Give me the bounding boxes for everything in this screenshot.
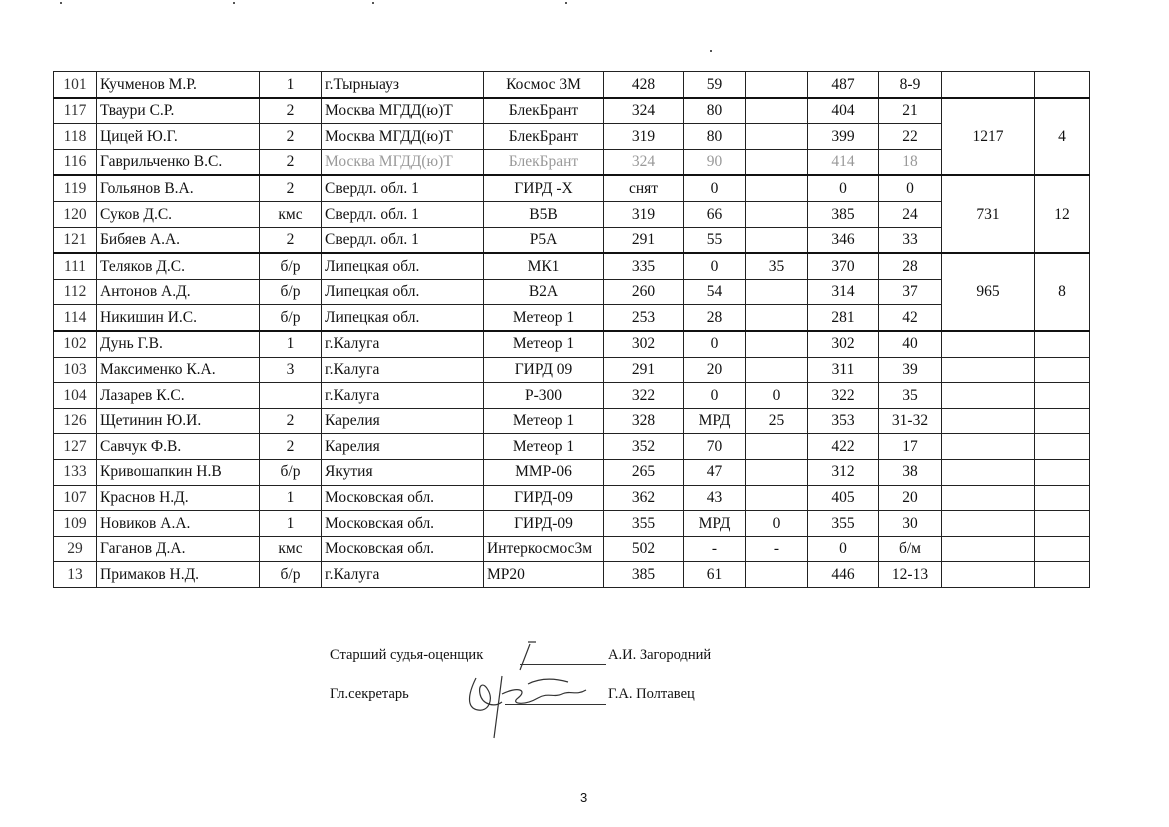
score-3 — [746, 305, 808, 331]
score-3 — [746, 331, 808, 357]
team-cell-empty — [1035, 562, 1090, 588]
table-row — [54, 149, 1090, 175]
participant-number: 120 — [54, 201, 97, 227]
participant-number: 29 — [54, 536, 97, 562]
team-total: 731 — [942, 175, 1035, 253]
table-row — [54, 357, 1090, 383]
model-name: Метеор 1 — [484, 434, 604, 460]
sport-rank: 2 — [260, 227, 322, 253]
score-1: 328 — [604, 408, 684, 434]
participant-number: 101 — [54, 72, 97, 98]
score-2: 54 — [684, 279, 746, 305]
participant-name: Суков Д.С. — [97, 201, 260, 227]
score-2: 66 — [684, 201, 746, 227]
team-cell-empty — [1035, 331, 1090, 357]
region: г.Калуга — [322, 383, 484, 409]
score-3 — [746, 98, 808, 124]
participant-number: 13 — [54, 562, 97, 588]
score-1: 260 — [604, 279, 684, 305]
sport-rank: 1 — [260, 331, 322, 357]
participant-number: 114 — [54, 305, 97, 331]
participant-number: 126 — [54, 408, 97, 434]
place: 17 — [879, 434, 942, 460]
sport-rank: 2 — [260, 434, 322, 460]
total-score: 399 — [808, 124, 879, 150]
participant-number: 116 — [54, 149, 97, 175]
region: Московская обл. — [322, 485, 484, 511]
model-name: БлекБрант — [484, 98, 604, 124]
sport-rank: б/р — [260, 253, 322, 279]
score-3 — [746, 279, 808, 305]
sport-rank: 1 — [260, 72, 322, 98]
team-cell-empty — [1035, 408, 1090, 434]
participant-name: Теляков Д.С. — [97, 253, 260, 279]
team-cell-empty — [942, 408, 1035, 434]
participant-name: Савчук Ф.В. — [97, 434, 260, 460]
place: 18 — [879, 149, 942, 175]
total-score: 422 — [808, 434, 879, 460]
participant-name: Тваури С.Р. — [97, 98, 260, 124]
participant-name: Кривошапкин Н.В — [97, 459, 260, 485]
score-1: 319 — [604, 201, 684, 227]
region: г.Калуга — [322, 357, 484, 383]
model-name: БлекБрант — [484, 149, 604, 175]
score-3 — [746, 201, 808, 227]
region: Московская обл. — [322, 511, 484, 537]
participant-number: 121 — [54, 227, 97, 253]
participant-number: 109 — [54, 511, 97, 537]
region: Липецкая обл. — [322, 305, 484, 331]
model-name: МК1 — [484, 253, 604, 279]
total-score: 446 — [808, 562, 879, 588]
model-name: В5В — [484, 201, 604, 227]
participant-name: Бибяев А.А. — [97, 227, 260, 253]
score-3 — [746, 227, 808, 253]
total-score: 302 — [808, 331, 879, 357]
score-2: 55 — [684, 227, 746, 253]
score-1: 319 — [604, 124, 684, 150]
sport-rank: б/р — [260, 279, 322, 305]
sport-rank: б/р — [260, 562, 322, 588]
table-row — [54, 201, 1090, 227]
table-row — [54, 331, 1090, 357]
score-3: - — [746, 536, 808, 562]
total-score: 0 — [808, 175, 879, 201]
sport-rank: 2 — [260, 124, 322, 150]
total-score: 0 — [808, 536, 879, 562]
team-cell-empty — [942, 357, 1035, 383]
team-cell-empty — [942, 562, 1035, 588]
score-2: 28 — [684, 305, 746, 331]
table-row — [54, 536, 1090, 562]
score-2: 90 — [684, 149, 746, 175]
table-row — [54, 383, 1090, 409]
results-table — [53, 71, 1090, 588]
secretary-name: Г.А. Полтавец — [608, 686, 695, 702]
score-2: 0 — [684, 253, 746, 279]
region: г.Тырныауз — [322, 72, 484, 98]
sport-rank — [260, 383, 322, 409]
region: Свердл. обл. 1 — [322, 227, 484, 253]
score-2: 80 — [684, 98, 746, 124]
place: 12-13 — [879, 562, 942, 588]
score-1: 428 — [604, 72, 684, 98]
sport-rank: 2 — [260, 149, 322, 175]
participant-number: 111 — [54, 253, 97, 279]
team-cell-empty — [942, 459, 1035, 485]
place: б/м — [879, 536, 942, 562]
score-1: 502 — [604, 536, 684, 562]
team-place: 12 — [1035, 175, 1090, 253]
region: Москва МГДД(ю)Т — [322, 124, 484, 150]
model-name: БлекБрант — [484, 124, 604, 150]
score-2: 70 — [684, 434, 746, 460]
team-cell-empty — [1035, 536, 1090, 562]
score-3 — [746, 459, 808, 485]
participant-name: Дунь Г.В. — [97, 331, 260, 357]
participant-name: Гаврильченко В.С. — [97, 149, 260, 175]
participant-name: Кучменов М.Р. — [97, 72, 260, 98]
participant-name: Новиков А.А. — [97, 511, 260, 537]
score-1: 253 — [604, 305, 684, 331]
results-table-body — [54, 72, 1090, 588]
participant-number: 127 — [54, 434, 97, 460]
chief-judge-name: А.И. Загородний — [608, 647, 712, 663]
score-2: 0 — [684, 331, 746, 357]
region: Москва МГДД(ю)Т — [322, 149, 484, 175]
table-row — [54, 279, 1090, 305]
signature-block — [330, 640, 770, 750]
score-1: 291 — [604, 227, 684, 253]
table-row — [54, 408, 1090, 434]
participant-name: Максименко К.А. — [97, 357, 260, 383]
score-1: 322 — [604, 383, 684, 409]
total-score: 405 — [808, 485, 879, 511]
sport-rank: 2 — [260, 408, 322, 434]
team-total: 965 — [942, 253, 1035, 331]
table-row — [54, 72, 1090, 98]
team-cell-empty — [1035, 357, 1090, 383]
score-3 — [746, 175, 808, 201]
place: 38 — [879, 459, 942, 485]
table-row — [54, 305, 1090, 331]
score-1: 352 — [604, 434, 684, 460]
score-3: 0 — [746, 511, 808, 537]
sport-rank: 1 — [260, 511, 322, 537]
scan-speck — [60, 2, 62, 4]
scan-speck — [565, 2, 567, 4]
model-name: Р5А — [484, 227, 604, 253]
place: 37 — [879, 279, 942, 305]
total-score: 312 — [808, 459, 879, 485]
scan-speck — [710, 50, 712, 52]
participant-name: Гаганов Д.А. — [97, 536, 260, 562]
team-cell-empty — [942, 434, 1035, 460]
place: 40 — [879, 331, 942, 357]
participant-name: Гольянов В.А. — [97, 175, 260, 201]
score-1: 291 — [604, 357, 684, 383]
team-cell-empty — [942, 331, 1035, 357]
sport-rank: б/р — [260, 305, 322, 331]
chief-judge-label: Старший судья-оценщик — [330, 647, 484, 663]
participant-number: 119 — [54, 175, 97, 201]
participant-name: Никишин И.С. — [97, 305, 260, 331]
table-row — [54, 175, 1090, 201]
total-score: 414 — [808, 149, 879, 175]
place: 28 — [879, 253, 942, 279]
participant-name: Щетинин Ю.И. — [97, 408, 260, 434]
region: Карелия — [322, 434, 484, 460]
participant-number: 118 — [54, 124, 97, 150]
score-3 — [746, 562, 808, 588]
region: Свердл. обл. 1 — [322, 201, 484, 227]
table-row — [54, 124, 1090, 150]
score-2: МРД — [684, 511, 746, 537]
score-1: 362 — [604, 485, 684, 511]
place: 8-9 — [879, 72, 942, 98]
region: Москва МГДД(ю)Т — [322, 98, 484, 124]
total-score: 353 — [808, 408, 879, 434]
place: 30 — [879, 511, 942, 537]
sport-rank: кмс — [260, 536, 322, 562]
score-3: 35 — [746, 253, 808, 279]
model-name: ГИРД 09 — [484, 357, 604, 383]
score-2: МРД — [684, 408, 746, 434]
total-score: 385 — [808, 201, 879, 227]
team-cell-empty — [942, 485, 1035, 511]
place: 42 — [879, 305, 942, 331]
team-cell-empty — [942, 536, 1035, 562]
total-score: 346 — [808, 227, 879, 253]
model-name: ГИРД-09 — [484, 511, 604, 537]
model-name: Метеор 1 — [484, 331, 604, 357]
score-3 — [746, 357, 808, 383]
participant-number: 102 — [54, 331, 97, 357]
score-2: 80 — [684, 124, 746, 150]
total-score: 487 — [808, 72, 879, 98]
sport-rank: кмс — [260, 201, 322, 227]
region: Якутия — [322, 459, 484, 485]
participant-name: Лазарев К.С. — [97, 383, 260, 409]
total-score: 314 — [808, 279, 879, 305]
score-3 — [746, 434, 808, 460]
score-1: 355 — [604, 511, 684, 537]
team-place: 8 — [1035, 253, 1090, 331]
table-row — [54, 253, 1090, 279]
place: 22 — [879, 124, 942, 150]
scan-speck — [233, 2, 235, 4]
model-name: Интеркосмос3м — [484, 536, 604, 562]
score-3 — [746, 149, 808, 175]
team-cell-empty — [1035, 511, 1090, 537]
score-1: 324 — [604, 149, 684, 175]
table-row — [54, 562, 1090, 588]
table-row — [54, 98, 1090, 124]
participant-number: 107 — [54, 485, 97, 511]
sport-rank: 2 — [260, 175, 322, 201]
participant-name: Примаков Н.Д. — [97, 562, 260, 588]
table-row — [54, 459, 1090, 485]
team-cell-empty — [942, 72, 1035, 98]
participant-number: 104 — [54, 383, 97, 409]
model-name: МР20 — [484, 562, 604, 588]
region: Липецкая обл. — [322, 279, 484, 305]
place: 35 — [879, 383, 942, 409]
team-cell-empty — [1035, 459, 1090, 485]
region: Свердл. обл. 1 — [322, 175, 484, 201]
secretary-label: Гл.секретарь — [330, 686, 409, 702]
table-row — [54, 511, 1090, 537]
participant-name: Цицей Ю.Г. — [97, 124, 260, 150]
score-2: - — [684, 536, 746, 562]
place: 33 — [879, 227, 942, 253]
place: 24 — [879, 201, 942, 227]
total-score: 370 — [808, 253, 879, 279]
page-number: 3 — [580, 790, 588, 805]
region: Карелия — [322, 408, 484, 434]
participant-number: 103 — [54, 357, 97, 383]
score-2: 43 — [684, 485, 746, 511]
participant-name: Краснов Н.Д. — [97, 485, 260, 511]
table-row — [54, 434, 1090, 460]
score-3: 25 — [746, 408, 808, 434]
region: г.Калуга — [322, 331, 484, 357]
model-name: Космос 3М — [484, 72, 604, 98]
table-row — [54, 485, 1090, 511]
score-2: 61 — [684, 562, 746, 588]
region: Московская обл. — [322, 536, 484, 562]
score-3: 0 — [746, 383, 808, 409]
participant-number: 112 — [54, 279, 97, 305]
place: 21 — [879, 98, 942, 124]
model-name: В2А — [484, 279, 604, 305]
model-name: ГИРД-09 — [484, 485, 604, 511]
participant-number: 117 — [54, 98, 97, 124]
place: 31-32 — [879, 408, 942, 434]
scan-speck — [372, 2, 374, 4]
score-1: 385 — [604, 562, 684, 588]
score-3 — [746, 485, 808, 511]
model-name: ГИРД -Х — [484, 175, 604, 201]
score-2: 0 — [684, 383, 746, 409]
model-name: Р-300 — [484, 383, 604, 409]
model-name: Метеор 1 — [484, 305, 604, 331]
team-place: 4 — [1035, 98, 1090, 176]
sport-rank: 1 — [260, 485, 322, 511]
team-cell-empty — [1035, 434, 1090, 460]
sport-rank: 2 — [260, 98, 322, 124]
sport-rank: б/р — [260, 459, 322, 485]
region: Липецкая обл. — [322, 253, 484, 279]
score-2: 20 — [684, 357, 746, 383]
score-1: 335 — [604, 253, 684, 279]
region: г.Калуга — [322, 562, 484, 588]
team-cell-empty — [1035, 485, 1090, 511]
secretary-signature — [458, 664, 608, 744]
score-3 — [746, 124, 808, 150]
score-1: снят — [604, 175, 684, 201]
score-1: 324 — [604, 98, 684, 124]
score-2: 47 — [684, 459, 746, 485]
table-row — [54, 227, 1090, 253]
team-cell-empty — [942, 511, 1035, 537]
score-2: 0 — [684, 175, 746, 201]
score-2: 59 — [684, 72, 746, 98]
team-cell-empty — [1035, 383, 1090, 409]
team-cell-empty — [942, 383, 1035, 409]
model-name: ММР-06 — [484, 459, 604, 485]
place: 0 — [879, 175, 942, 201]
team-cell-empty — [1035, 72, 1090, 98]
total-score: 322 — [808, 383, 879, 409]
participant-number: 133 — [54, 459, 97, 485]
place: 20 — [879, 485, 942, 511]
total-score: 404 — [808, 98, 879, 124]
place: 39 — [879, 357, 942, 383]
team-total: 1217 — [942, 98, 1035, 176]
participant-name: Антонов А.Д. — [97, 279, 260, 305]
total-score: 355 — [808, 511, 879, 537]
sport-rank: 3 — [260, 357, 322, 383]
total-score: 281 — [808, 305, 879, 331]
model-name: Метеор 1 — [484, 408, 604, 434]
score-3 — [746, 72, 808, 98]
total-score: 311 — [808, 357, 879, 383]
score-1: 265 — [604, 459, 684, 485]
score-1: 302 — [604, 331, 684, 357]
